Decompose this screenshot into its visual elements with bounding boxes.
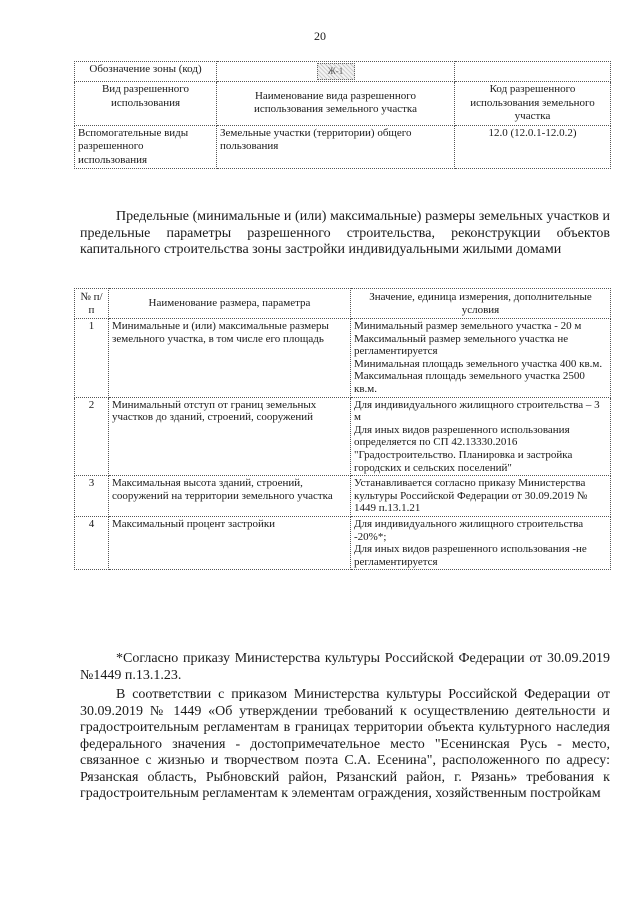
- value-line: Для иных видов разрешенного использования определяется по СП 42.13330.2016 "Градостроительство. Планировка и застройка городских и сельских поселений": [354, 423, 573, 474]
- row-param-name: Максимальная высота зданий, строений, сооружений на территории земельного участка: [109, 476, 351, 517]
- zone-code-cell: [217, 62, 455, 82]
- body-paragraph: В соответствии с приказом Министерства культуры Российской Федерации от 30.09.2019 № 1449 «Об утверждении требований к осуществлению деятельности и градостроительным регламентам в границах территории объекта культурного наследия федерального значения - достопримечательное место "Есенинская Русь - место, связанное с жизнью и творчеством поэта С.А. Есенина", расположенного по адресу: Рязанская область, Рыбновский район, Рязанский район, г. Рязань» требования к градостроительным регламентам к элементам ограждения, хозяйственным постройкам: [80, 687, 610, 801]
- page-number: 20: [314, 29, 326, 43]
- row-param-value: [351, 476, 611, 517]
- value-line: Минимальный размер земельного участка - 20 м: [354, 320, 582, 332]
- zone-data-row: [75, 125, 611, 169]
- table-row: [75, 476, 611, 517]
- zone-table: [74, 61, 611, 169]
- section-heading: Предельные (минимальные и (или) максимальные) размеры земельных участков и предельные параметры разрешенного строительства, реконструкции объектов капитального строительства зоны застройки индивидуальными жилыми домами: [80, 209, 610, 257]
- value-line: Максимальный размер земельного участка не регламентируется: [354, 332, 569, 358]
- value-line: Максимальная площадь земельного участка 2500 кв.м.: [354, 370, 585, 395]
- header-use-name: Наименование вида разрешенного использования земельного участка: [217, 82, 455, 126]
- params-header-row: [75, 289, 611, 319]
- cell-use-name: Земельные участки (территории) общего пользования: [217, 125, 455, 169]
- row-num: 4: [75, 516, 109, 569]
- params-table: [74, 288, 611, 570]
- table-row: [75, 397, 611, 476]
- value-line: Минимальная площадь земельного участка 400 кв.м.: [354, 357, 603, 370]
- row-num: 1: [75, 319, 109, 398]
- value-line: Для индивидуального жилищного строительства -20%*;: [354, 517, 584, 543]
- footnote: *Согласно приказу Министерства культуры Российской Федерации от 30.09.2019 №1449 п.13.1.23.: [80, 651, 610, 683]
- zone-code-row: [75, 62, 611, 82]
- header-use-code: Код разрешенного использования земельного участка: [455, 82, 611, 126]
- cell-use-type: Вспомогательные виды разрешенного использования: [75, 125, 217, 169]
- header-use-type: Вид разрешенного использования: [75, 82, 217, 126]
- zone-header-row: [75, 82, 611, 126]
- value-line: Для индивидуального жилищного строительства – 3 м: [354, 398, 600, 424]
- zone-code-stamp: Ж-1: [317, 63, 355, 80]
- row-param-name: Максимальный процент застройки: [109, 516, 351, 569]
- header-param-name: Наименование размера, параметра: [109, 289, 351, 319]
- row-param-name: Минимальные и (или) максимальные размеры земельного участка, в том числе его площадь: [109, 319, 351, 398]
- table-row: [75, 319, 611, 398]
- row-param-value: [351, 397, 611, 476]
- value-line: Устанавливается согласно приказу Министерства культуры Российской Федерации от 30.09.2019 № 1449 п.13.1.21: [354, 477, 588, 515]
- header-num: № п/п: [75, 289, 109, 319]
- row-param-value: [351, 319, 611, 398]
- row-num: 3: [75, 476, 109, 517]
- zone-label: Обозначение зоны (код): [75, 62, 217, 82]
- zone-empty-cell: [455, 62, 611, 82]
- header-param-value: Значение, единица измерения, дополнительные условия: [351, 289, 611, 319]
- value-line: Для иных видов разрешенного использования -не регламентируется: [354, 543, 587, 568]
- cell-use-code: 12.0 (12.0.1-12.0.2): [455, 125, 611, 169]
- table-row: [75, 516, 611, 569]
- row-param-value: [351, 516, 611, 569]
- row-param-name: Минимальный отступ от границ земельных участков до зданий, строений, сооружений: [109, 397, 351, 476]
- row-num: 2: [75, 397, 109, 476]
